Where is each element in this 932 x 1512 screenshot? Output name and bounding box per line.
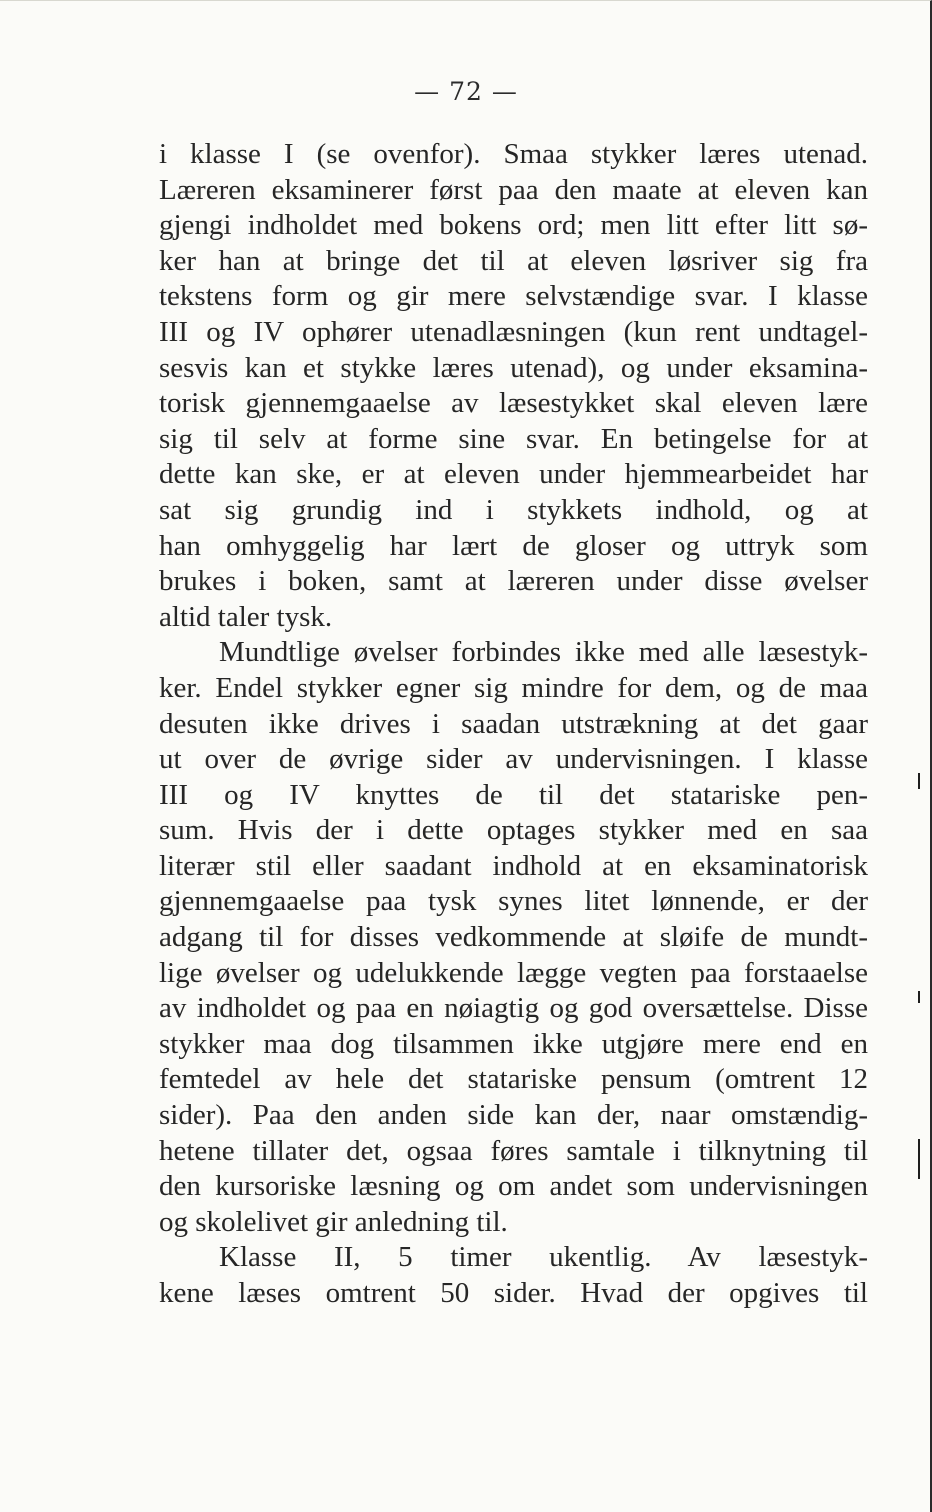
text-line: sesvis kan et stykke læres utenad), og under eksamina-: [159, 351, 868, 384]
text-line: sum. Hvis der i dette optages stykker med en saa: [159, 814, 868, 847]
text-line: altid taler tysk.: [159, 600, 333, 633]
text-line: ker han at bringe det til at eleven løsriver sig fra: [159, 244, 868, 277]
text-line: kene læses omtrent 50 sider. Hvad der opgives til: [159, 1277, 868, 1309]
text-line: gjennemgaaelse paa tysk synes litet lønnende, er der: [159, 885, 868, 918]
text-line: adgang til for disses vedkommende at sløife de mundt-: [159, 921, 868, 954]
text-line: lige øvelser og udelukkende lægge vegten paa forstaaelse: [159, 956, 868, 989]
margin-mark: [918, 1139, 920, 1179]
text-line: den kursoriske læsning og om andet som undervisningen: [159, 1170, 868, 1203]
margin-mark: [918, 773, 920, 789]
text-line: ker. Endel stykker egner sig mindre for dem, og de maa: [159, 671, 868, 704]
text-line: sider). Paa den anden side kan der, naar omstændig-: [159, 1099, 868, 1132]
text-line: gjengi indholdet med bokens ord; men litt efter litt sø-: [159, 209, 868, 242]
text-line: sig til selv at forme sine svar. En betingelse for at: [159, 422, 868, 455]
text-line: literær stil eller saadant indhold at en eksaminatorisk: [159, 849, 868, 882]
text-line: ut over de øvrige sider av undervisningen. I klasse: [159, 743, 868, 776]
text-line: torisk gjennemgaaelse av læsestykket skal eleven lære: [159, 387, 868, 420]
text-line: stykker maa dog tilsammen ikke utgjøre mere end en: [159, 1027, 868, 1060]
text-line: dette kan ske, er at eleven under hjemmearbeidet har: [159, 458, 868, 491]
text-line: i klasse I (se ovenfor). Smaa stykker læres utenad.: [159, 138, 868, 170]
text-line: desuten ikke drives i saadan utstrækning at det gaar: [159, 707, 868, 740]
text-line: hetene tillater det, ogsaa føres samtale i tilknytning til: [159, 1134, 868, 1167]
text-line: sat sig grundig ind i stykkets indhold, og at: [159, 493, 868, 526]
text-line: og skolelivet gir anledning til.: [159, 1205, 508, 1238]
text-line: av indholdet og paa en nøiagtig og god oversættelse. Disse: [159, 992, 868, 1025]
body-text: [159, 137, 868, 1312]
paragraph-start-line: Mundtlige øvelser forbindes ikke med alle læsestyk-: [219, 636, 868, 669]
text-line: Læreren eksaminerer først paa den maate at eleven kan: [159, 173, 868, 206]
page-number: — 72 —: [414, 77, 518, 106]
paragraph-start-line: Klasse II, 5 timer ukentlig. Av læsestyk-: [219, 1241, 868, 1274]
text-line: femtedel av hele det statariske pensum (omtrent 12: [159, 1063, 868, 1096]
margin-mark: [918, 991, 920, 1003]
text-line: III og IV ophører utenadlæsningen (kun rent undtagel-: [159, 315, 868, 348]
text-line: tekstens form og gir mere selvstændige svar. I klasse: [159, 280, 868, 313]
text-line: III og IV knyttes de til det statariske pen-: [159, 778, 868, 811]
text-line: brukes i boken, samt at læreren under disse øvelser: [159, 565, 868, 598]
text-line: han omhyggelig har lært de gloser og uttryk som: [159, 529, 868, 562]
